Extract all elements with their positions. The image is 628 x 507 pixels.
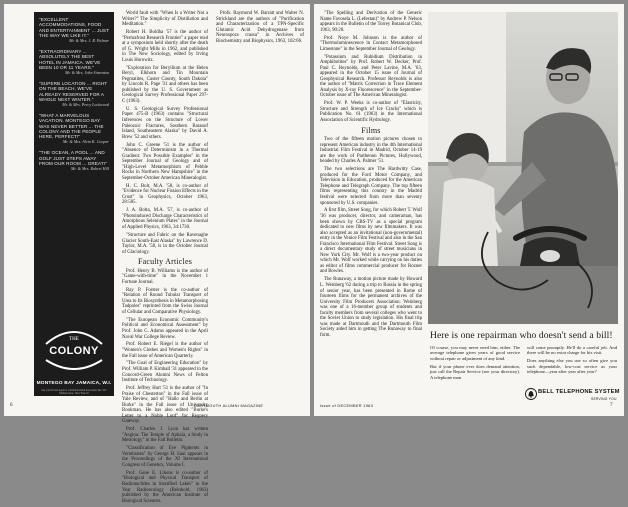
- testimonial-attribution: Mr. & Mrs. John Simonton: [65, 70, 109, 76]
- paragraph: "Structure and Fabric on the Ravenaghe Glacier South-East Alaska" by Lawrence D. Taylor, M.A. '58, is in the October Journal of Glaciology.: [122, 232, 208, 255]
- colony-footnote: See your Travel Agent or call Robert Reid Associates, Inc. 527 Madison Ave., New York 22: [41, 389, 107, 395]
- testimonial-text: "EXCELLENT ACCOMMODATIONS, FOOD AND ENTERTAINMENT ... JUST THE WAY WE LIKE IT.": [39, 17, 109, 38]
- page-number: 6: [10, 403, 13, 408]
- testimonial-attribution: Mr. & Mrs. Percy Lockwood: [62, 102, 109, 108]
- testimonial-text: "SUPERB LOCATION ... RIGHT ON THE BEACH, WE'VE ALREADY RESERVED FOR A WHOLE NEXT WINTER.": [39, 80, 108, 102]
- testimonial: [34, 44, 114, 76]
- colony-location: MONTEGO BAY JAMAICA, W.I.: [36, 381, 112, 386]
- testimonial: [34, 108, 114, 145]
- testimonial-text: "EXTRAORDINARY ... ABSOLUTELY THE BEST HOTEL IN JAMAICA. WE'VE BEEN 10 OR 11 YEARS.": [39, 48, 101, 70]
- issue-date: Issue of DECEMBER 1963: [320, 403, 374, 408]
- bell-system-name: BELL TELEPHONE SYSTEM: [538, 389, 620, 395]
- colony-hotel-ad: [34, 12, 114, 396]
- paragraph: H. C. Bolt, M.A. '58, is co-author of "Evidence for Nuclear Fission Effects in the Crust" in Geophysics, October 1963, 28:585.: [122, 183, 208, 206]
- ad-paragraph: But if your phone ever does demand attention, just call the Repair Service (see your directory). A telephone man: [430, 363, 520, 380]
- testimonial-text: "WHAT A MARVELOUS VACATION. MONTEGO BAY WAS NEVER BETTER ... THE COLONY AND THE PEOPLE HERE, PERFECT!": [39, 112, 104, 140]
- paragraph: "Potassium and Rubidium Distribution in Amphibolites" by Prof. Robert W. Decker, Prof. Paul C. Reynolds, and Peter Lavine, M.A. '63, appeared in the October 15 issue of Journal of Geophysical Research. Professor Reynolds is also the author of "Matrix Correction in Trace Element Analysis by X-ray Fluorescence" in the September-October issue of The American Mineralogist.: [320, 54, 422, 99]
- testimonial: [34, 76, 114, 108]
- paragraph: Two of the fifteen motion pictures chosen to represent American industry in the 4th International Industrial Film Festival in Madrid, October 14-19 are the work of Parthenon Pictures, Hollywood, headed by Charles A. Palmer '51.: [320, 137, 422, 165]
- testimonial-text: "THE OCEAN, A POOL ... AND GOLF JUST STEPS AWAY FROM OUR ROOM ... GREAT!": [39, 150, 107, 166]
- testimonial-attribution: Mr. & Mrs. Alvin K. Cooper: [62, 139, 109, 145]
- paragraph: Prof. Jeffrey Hart '51 is the author of "In Praise of Chesterton" in the Fall issue of Yale Review, and of "Hallo and Berlin at Burke" in the Fall issue of University Bookman. He has also edited "Burke's Letter to a Noble Lord" for Regnery Gateway.: [122, 386, 208, 425]
- ad-copy-left: [430, 345, 520, 382]
- article-column: [216, 11, 304, 47]
- testimonial-attribution: Mr. & Mrs. J. R. Palmer: [69, 38, 109, 44]
- paragraph: J. A. Bolta, M.A. '57, is co-author of "Photoinduced Discharge Characteristics of Amorphous Selenium Plates" in the Journal of Applied Physics, 1963, 34:1730.: [122, 208, 208, 231]
- paragraph: "Classification of Eye Pigments in Vertebrates" by George H. Saul appears in the Proceedings of the XI International Congress of Genetics, Volume I.: [122, 446, 208, 468]
- article-column: [320, 11, 422, 341]
- testimonial-attribution: Mr. & Mrs. Robert Hill: [71, 166, 109, 172]
- paragraph: Prof. W. P. Weeks is co-author of "Elasticity, Structure and Strength of Ice Cracks" which is Publication No. 61 (1963) in the International Association of Scientific Hydrology.: [320, 101, 422, 124]
- paragraph: Prof. Noye M. Johnson is the author of "Thermoluminescence in Contact Metamorphosed Limestone" in the September Journal of Geology.: [320, 35, 422, 52]
- bell-logo-icon: [525, 388, 537, 400]
- section-heading: Faculty Articles: [137, 257, 193, 267]
- right-page: [314, 4, 624, 416]
- svg-text:THE: THE: [69, 337, 79, 342]
- paragraph: A first film, Street Song, for which Robert T. Wolf '36 was producer, director, and cameraman, has been shown by CBS-TV as a special program dedicated to new films by new filmmakers. It was also accepted as an invitational (non-governmental) entry in the Venice Film Festival and also in the San Francisco International Film Festival. Street Song is a direct documentary study of street musicians in New York City. Mr. Wolf is a two-year product on which Mr. Wolf worked while carrying on his duties as editor of films commercial producer for Rozner and Bowles.: [320, 208, 422, 275]
- paragraph: Ray P. Forster is the co-author of "Relation of Round Tubular Transport of Urea to Its Biosynthesis in Metamorphosing Tadpoles" reprinted from the Swiss Journal of Cellular and Comparative Physiology.: [122, 287, 208, 315]
- paragraph: Prof. Gene E. Likens is co-author of "Biological and Physical Transport of Radionuclides in Stratified Lakes" in the Year Radioecology (Reinhold, 1963) published by the American Institute of Biological Sciences.: [122, 470, 208, 504]
- ad-headline: Here is one repairman who doesn't send a bill!: [430, 330, 613, 341]
- paragraph: "The Spelling and Derivation of the Generic Name Favosela L. (Lefestan)" by Andrew P. Nelson appears in the Bulletin of the Torrey Botanical Club, 1963, 90:28.: [320, 11, 422, 33]
- left-page: [4, 4, 310, 504]
- paragraph: Profs. Raymond W. Barratt and Walter N. Strickland are the authors of "Purification and Characterization of a TPN-Specific Glutamic Acid Dehydrogenase from Neurospora crassa" in Archives of Biochemistry and Biophysics, 1963, 102:66.: [216, 11, 304, 44]
- ad-photo: [428, 12, 618, 324]
- ad-paragraph: Does anything else you use so often give you such dependable, low-cost service as your telephone—year after year after year?: [527, 358, 617, 375]
- testimonial: [34, 12, 114, 44]
- colony-logo: [38, 322, 110, 380]
- paragraph: World fault with "When Is a Writer Not a Writer?" The Simplicity of Distillation and Meditation.": [122, 11, 208, 28]
- article-column: [122, 11, 208, 507]
- paragraph: "The European Economic Community's Political and Economical Assessment" by Prof. John C. Adams appeared in the April Naval War College Review.: [122, 317, 208, 340]
- bell-brand: [525, 388, 621, 404]
- section-heading: Films: [361, 125, 381, 135]
- testimonial: [34, 145, 114, 172]
- paragraph: "The Goal of Engineering Education" by Prof. William P. Kimball '31 appeared in the Concord-Green Alumni News of Felton Institute of Technology.: [122, 361, 208, 384]
- paragraph: Prof. Henry B. Williams is the author of "Game-with-time" in the November 1 Fortune Journal.: [122, 268, 208, 285]
- paragraph: "Exploration for Beryllium at the Helen Beryl, Elkhorn and Tin Mountain Pegmatites, Custer County, South Dakota" by Lincoln R. Page '31 and others has been published by the U. S. Government as Geological Survey Professional Paper 297-C (1963).: [122, 65, 208, 104]
- colony-name: COLONY: [49, 345, 99, 357]
- ad-copy-right: [527, 345, 617, 377]
- paragraph: The Runaway, a motion picture made by Howard L. Weinberg '62 during a trip to Russia in the spring of senior year, has been presented in Rome of fourteen films for the permanent archives of the University Film Producers Association. Weinberg was one of a 16-member group of students and faculty members from several colleges who went to the Soviet Union to study legislation. His final trip was made at Dartmouth and the Dartmouth Film Society aided him in getting The Runaway to final form.: [320, 277, 422, 338]
- paragraph: The two selections are The Hardwitty Case, produced for the Ford Motor Company, and Television in Education, produced for the American Telephone and Telegraph Company. The top fifteen films representing this country in the Madrid festival were selected from more than seventy sponsored by U.S. companies.: [320, 167, 422, 206]
- paragraph: Prof. Robert E. Riegel is the author of "Women's Clothes and Women's Rights" in the Fall issue of American Quarterly.: [122, 342, 208, 359]
- bell-telephone-ad: [428, 12, 618, 402]
- paragraph: John C. Greene '51 is the author of "Absence of Determinism in a Thermal Gradient: Two Possible Examples" in the September Journal of Geology and of "High-Level Metamorphism of Pebble Rocks in Northern New Hampshire" in the September-October American Mineralogist.: [122, 142, 208, 181]
- magazine-title: DARTMOUTH ALUMNI MAGAZINE: [194, 403, 264, 408]
- paragraph: U. S. Geological Survey Professional Paper 475-B (1963) contains "Structural Inferences on the Structure of Lower Paleozoic Fractures, Southern Baranof Island, Southeastern Alaska" by David A. Brew '52 and others.: [122, 106, 208, 140]
- paragraph: Prof. Charles J. Lyon has written "Aegina: The Temple of Aphaia, a Study in Metrology" in the Fall Bulletin.: [122, 427, 208, 444]
- bell-tagline: SERVING YOU: [591, 397, 617, 401]
- repairman-photo-icon: [428, 12, 618, 324]
- paragraph: Robert H. Boldha '57 is the author of "Permafrost Research Frontier" a paper read at a symposium held shortly after the death of G. Wright Mills in 1962, and published in The New Sociology, edited by Irving Louis Horowitz.: [122, 30, 208, 63]
- ad-paragraph: Of course, you may never need him, either. The average telephone gives years of good service without repair or adjustment of any kind.: [430, 345, 520, 361]
- page-number: 7: [610, 403, 613, 408]
- ad-paragraph: will come promptly. He'll do a careful job. And there will be no extra charge for his visit.: [527, 345, 617, 356]
